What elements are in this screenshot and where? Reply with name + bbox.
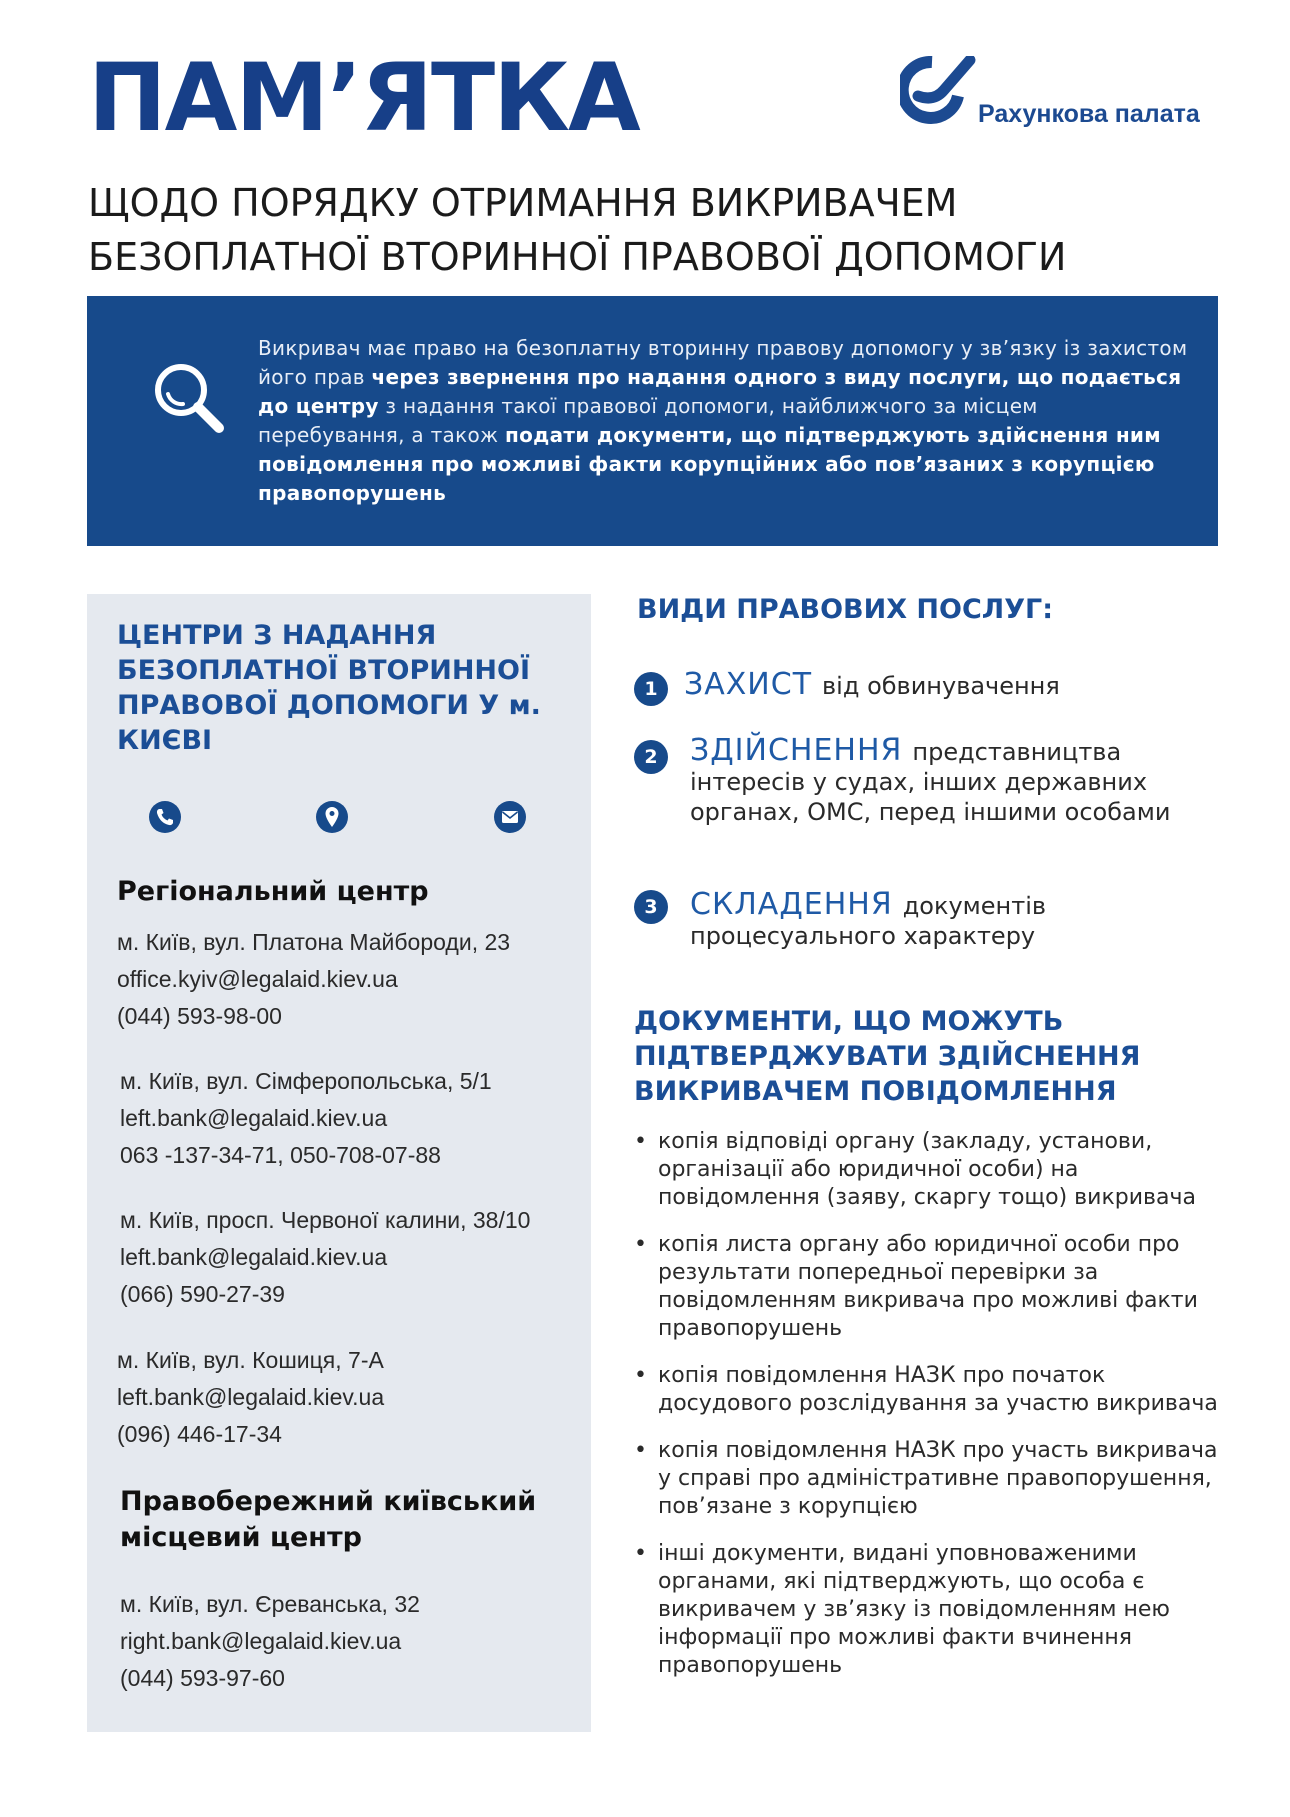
service-text	[684, 667, 1184, 702]
service-keyword: ЗАХИСТ	[684, 667, 813, 702]
magnifier-icon	[149, 358, 229, 438]
service-description: від обвинувачення	[822, 672, 1060, 700]
location-pin-icon	[315, 800, 349, 834]
list-item: • копія відповіді органу (закладу, установи, організації або юридичної особи) на повідомлення (заяву, скаргу тощо) викривача	[634, 1128, 1224, 1212]
office-phone: (044) 593-98-00	[117, 1003, 282, 1029]
office-address: м. Київ, просп. Червоної калини, 38/10	[120, 1207, 531, 1233]
office-block	[117, 924, 587, 1035]
office-email: office.kyiv@legalaid.kiev.ua	[117, 966, 398, 992]
list-item: • інші документи, видані уповноваженими органами, які підтверджують, що особа є викривачем у зв’язку із повідомленням нею інформації про можливі факти вчинення правопорушень	[634, 1540, 1224, 1680]
service-keyword: ЗДІЙСНЕННЯ	[690, 733, 903, 768]
list-item: • копія повідомлення НАЗК про початок досудового розслідування за участю викривача	[634, 1362, 1224, 1418]
service-text	[690, 887, 1190, 951]
office-phone: (096) 446-17-34	[117, 1421, 282, 1447]
page-title: ПАМ’ЯТКА	[88, 44, 639, 153]
office-email: right.bank@legalaid.kiev.ua	[120, 1628, 402, 1654]
info-banner	[87, 296, 1218, 546]
centers-panel	[87, 594, 591, 1732]
office-address: м. Київ, вул. Платона Майбороди, 23	[117, 929, 511, 955]
service-description: документів процесуального характеру	[690, 892, 1047, 950]
email-icon	[493, 800, 527, 834]
service-description: представництва інтересів у судах, інших державних органах, ОМС, перед іншими особами	[690, 738, 1171, 826]
service-number-badge: 3	[634, 890, 668, 924]
services-heading: ВИДИ ПРАВОВИХ ПОСЛУГ:	[637, 594, 1054, 625]
office-block	[120, 1202, 590, 1313]
regional-center-name: Регіональний центр	[117, 876, 429, 907]
office-email: left.bank@legalaid.kiev.ua	[120, 1105, 388, 1131]
office-block	[117, 1342, 587, 1453]
rakhunkova-palata-logo-icon	[900, 56, 976, 126]
logo	[900, 56, 1230, 136]
documents-list	[634, 1128, 1224, 1699]
service-keyword: СКЛАДЕННЯ	[690, 887, 893, 922]
office-address: м. Київ, вул. Сімферопольська, 5/1	[120, 1068, 492, 1094]
documents-heading: ДОКУМЕНТИ, ЩО МОЖУТЬ ПІДТВЕРДЖУВАТИ ЗДІЙСНЕННЯ ВИКРИВАЧЕМ ПОВІДОМЛЕННЯ	[634, 1006, 1141, 1107]
list-item: • копія листа органу або юридичної особи про результати попередньої перевірки за повідомленням викривача про можливі факти правопорушень	[634, 1231, 1224, 1343]
office-address: м. Київ, вул. Єреванська, 32	[120, 1591, 420, 1617]
office-address: м. Київ, вул. Кошиця, 7-А	[117, 1347, 384, 1373]
service-number-badge: 1	[634, 672, 668, 706]
office-phone: (044) 593-97-60	[120, 1665, 285, 1691]
office-email: left.bank@legalaid.kiev.ua	[117, 1384, 385, 1410]
office-phone: (066) 590-27-39	[120, 1281, 285, 1307]
office-block	[120, 1586, 590, 1697]
page-subtitle: ЩОДО ПОРЯДКУ ОТРИМАННЯ ВИКРИВАЧЕМ БЕЗОПЛАТНОЇ ВТОРИННОЇ ПРАВОВОЇ ДОПОМОГИ	[88, 181, 1067, 279]
service-number-badge: 2	[634, 740, 668, 774]
phone-icon	[148, 800, 182, 834]
service-text	[690, 733, 1190, 827]
banner-text: Викривач має право на безоплатну вторинну правову допомогу у зв’язку із захистом його прав через звернення про надання одного з виду послуги, що подається до центру з надання такої правової допомоги, найближчого за місцем перебування, а також подати документи, що підтверджують здійснення ним повідомлення про можливі факти корупційних або пов’язаних з корупцією правопорушень	[258, 336, 1188, 505]
office-email: left.bank@legalaid.kiev.ua	[120, 1244, 388, 1270]
office-block	[120, 1063, 590, 1174]
logo-text: Рахункова палата	[978, 100, 1200, 128]
office-phone: 063 -137-34-71, 050-708-07-88	[120, 1142, 441, 1168]
list-item: • копія повідомлення НАЗК про участь викривача у справі про адміністративне правопорушення, пов’язане з корупцією	[634, 1437, 1224, 1521]
centers-heading: ЦЕНТРИ З НАДАННЯ БЕЗОПЛАТНОЇ ВТОРИННОЇ ПРАВОВОЇ ДОПОМОГИ У м. КИЄВІ	[117, 620, 541, 756]
right-bank-center-name: Правобережний київський місцевий центр	[120, 1486, 537, 1553]
